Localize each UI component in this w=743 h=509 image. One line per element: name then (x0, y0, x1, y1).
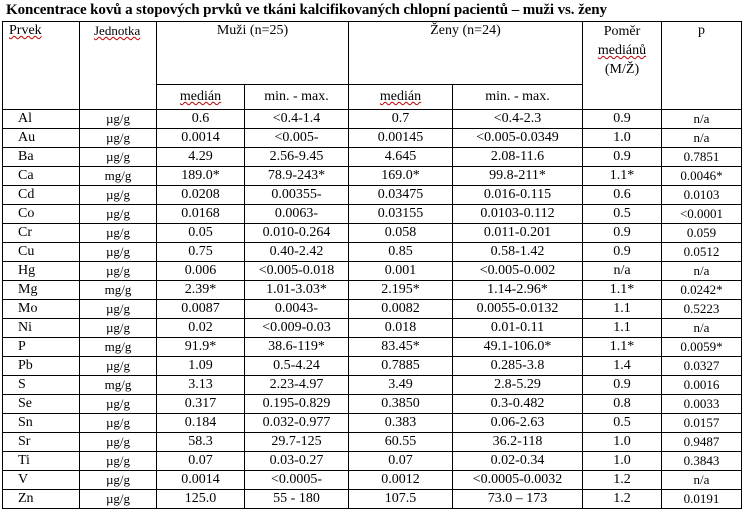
cell-unit: µg/g (80, 262, 157, 281)
cell-zeny-median: 169.0* (349, 167, 453, 186)
cell-element: Sr (3, 433, 80, 452)
cell-zeny-range: 0.0055-0.0132 (453, 300, 583, 319)
cell-muzi-range: <0.0005- (245, 471, 349, 490)
cell-zeny-median: 107.5 (349, 490, 453, 509)
cell-muzi-range: 29.7-125 (245, 433, 349, 452)
cell-zeny-range: 0.01-0.11 (453, 319, 583, 338)
cell-element: Mo (3, 300, 80, 319)
header-pomer-line2: mediánů (597, 43, 647, 58)
cell-zeny-median: 3.49 (349, 376, 453, 395)
cell-p-value: 0.0191 (662, 490, 742, 509)
cell-ratio: 0.9 (583, 110, 662, 129)
header-prvek: Prvek (3, 22, 80, 110)
cell-zeny-range: 0.3-0.482 (453, 395, 583, 414)
cell-zeny-median: 0.85 (349, 243, 453, 262)
table-row (3, 490, 742, 509)
cell-zeny-median: 0.018 (349, 319, 453, 338)
cell-ratio: 0.5 (583, 414, 662, 433)
cell-p-value: 0.0103 (662, 186, 742, 205)
cell-muzi-range: 0.00355- (245, 186, 349, 205)
cell-element: Cd (3, 186, 80, 205)
cell-zeny-median: 0.058 (349, 224, 453, 243)
table-row (3, 167, 742, 186)
cell-element: Zn (3, 490, 80, 509)
header-zeny: Ženy (n=24) (349, 22, 583, 85)
cell-zeny-median: 0.7885 (349, 357, 453, 376)
cell-p-value: 0.0327 (662, 357, 742, 376)
cell-zeny-range: 1.14-2.96* (453, 281, 583, 300)
cell-muzi-median: 2.39* (157, 281, 245, 300)
header-jednotka: Jednotka (80, 22, 157, 110)
cell-zeny-median: 0.03475 (349, 186, 453, 205)
cell-muzi-median: 91.9* (157, 338, 245, 357)
cell-muzi-range: 0.195-0.829 (245, 395, 349, 414)
cell-muzi-range: <0.009-0.03 (245, 319, 349, 338)
cell-muzi-median: 0.0014 (157, 129, 245, 148)
cell-muzi-median: 0.317 (157, 395, 245, 414)
cell-muzi-range: 1.01-3.03* (245, 281, 349, 300)
cell-ratio: 1.0 (583, 129, 662, 148)
cell-muzi-median: 0.0087 (157, 300, 245, 319)
table-body (3, 22, 742, 509)
cell-unit: µg/g (80, 490, 157, 509)
cell-element: Ba (3, 148, 80, 167)
cell-zeny-range: <0.005-0.0349 (453, 129, 583, 148)
cell-ratio: 1.2 (583, 490, 662, 509)
cell-muzi-range: 0.010-0.264 (245, 224, 349, 243)
header-pomer-line3: (M/Ž) (604, 62, 640, 77)
cell-ratio: 0.9 (583, 243, 662, 262)
header-p: p (662, 22, 742, 110)
cell-p-value: 0.0157 (662, 414, 742, 433)
cell-element: Cr (3, 224, 80, 243)
header-muzi-minmax: min. - max. (245, 85, 349, 110)
cell-p-value: 0.0512 (662, 243, 742, 262)
cell-unit: µg/g (80, 205, 157, 224)
cell-muzi-range: 0.03-0.27 (245, 452, 349, 471)
cell-zeny-median: 0.001 (349, 262, 453, 281)
cell-muzi-range: 0.40-2.42 (245, 243, 349, 262)
cell-element: Ca (3, 167, 80, 186)
cell-element: S (3, 376, 80, 395)
cell-ratio: 1.1* (583, 167, 662, 186)
cell-zeny-range: 73.0 – 173 (453, 490, 583, 509)
cell-unit: µg/g (80, 433, 157, 452)
cell-unit: µg/g (80, 186, 157, 205)
cell-zeny-range: 0.011-0.201 (453, 224, 583, 243)
header-pomer (583, 22, 662, 110)
table-row (3, 338, 742, 357)
cell-muzi-median: 1.09 (157, 357, 245, 376)
cell-muzi-median: 0.6 (157, 110, 245, 129)
cell-zeny-median: 0.7 (349, 110, 453, 129)
table-row (3, 376, 742, 395)
cell-element: Ti (3, 452, 80, 471)
cell-p-value: n/a (662, 110, 742, 129)
header-pomer-line1: Poměr (603, 24, 641, 39)
cell-zeny-median: 2.195* (349, 281, 453, 300)
header-zeny-minmax: min. - max. (453, 85, 583, 110)
cell-muzi-median: 0.0168 (157, 205, 245, 224)
cell-zeny-range: 0.285-3.8 (453, 357, 583, 376)
cell-muzi-range: <0.4-1.4 (245, 110, 349, 129)
header-zeny-median: medián (349, 85, 453, 110)
table-row (3, 148, 742, 167)
cell-unit: µg/g (80, 110, 157, 129)
cell-p-value: n/a (662, 319, 742, 338)
cell-zeny-range: 2.8-5.29 (453, 376, 583, 395)
table-row (3, 414, 742, 433)
cell-ratio: 0.9 (583, 376, 662, 395)
cell-muzi-range: 78.9-243* (245, 167, 349, 186)
cell-unit: mg/g (80, 167, 157, 186)
cell-ratio: 1.1* (583, 281, 662, 300)
cell-muzi-median: 189.0* (157, 167, 245, 186)
cell-unit: µg/g (80, 148, 157, 167)
table-title: Koncentrace kovů a stopových prvků ve tkáni kalcifikovaných chlopní pacientů – muži vs. ženy (6, 2, 607, 18)
header-muzi-median: medián (157, 85, 245, 110)
cell-unit: µg/g (80, 357, 157, 376)
cell-muzi-range: 0.5-4.24 (245, 357, 349, 376)
cell-p-value: 0.0033 (662, 395, 742, 414)
cell-unit: µg/g (80, 395, 157, 414)
table-row (3, 243, 742, 262)
data-table (2, 21, 742, 509)
cell-element: Al (3, 110, 80, 129)
cell-unit: µg/g (80, 319, 157, 338)
cell-ratio: 1.1* (583, 338, 662, 357)
cell-element: Co (3, 205, 80, 224)
cell-muzi-median: 0.02 (157, 319, 245, 338)
cell-unit: mg/g (80, 376, 157, 395)
table-row (3, 319, 742, 338)
cell-element: Hg (3, 262, 80, 281)
table-row (3, 300, 742, 319)
cell-zeny-median: 60.55 (349, 433, 453, 452)
table-row (3, 433, 742, 452)
cell-muzi-median: 0.006 (157, 262, 245, 281)
cell-element: Pb (3, 357, 80, 376)
cell-ratio: 1.2 (583, 471, 662, 490)
cell-element: Ni (3, 319, 80, 338)
cell-zeny-median: 83.45* (349, 338, 453, 357)
table-row (3, 357, 742, 376)
cell-ratio: 0.6 (583, 186, 662, 205)
table-row (3, 205, 742, 224)
cell-muzi-median: 58.3 (157, 433, 245, 452)
cell-unit: µg/g (80, 224, 157, 243)
cell-p-value: n/a (662, 129, 742, 148)
table-row (3, 452, 742, 471)
cell-ratio: n/a (583, 262, 662, 281)
cell-p-value: 0.7851 (662, 148, 742, 167)
cell-zeny-median: 0.0012 (349, 471, 453, 490)
cell-zeny-median: 0.00145 (349, 129, 453, 148)
cell-ratio: 1.1 (583, 319, 662, 338)
cell-unit: µg/g (80, 414, 157, 433)
cell-zeny-range: 36.2-118 (453, 433, 583, 452)
cell-zeny-range: 49.1-106.0* (453, 338, 583, 357)
cell-muzi-median: 0.05 (157, 224, 245, 243)
cell-zeny-range: <0.0005-0.0032 (453, 471, 583, 490)
header-row (3, 22, 742, 85)
cell-unit: µg/g (80, 471, 157, 490)
cell-unit: mg/g (80, 338, 157, 357)
cell-ratio: 0.5 (583, 205, 662, 224)
table-row (3, 110, 742, 129)
cell-zeny-median: 0.03155 (349, 205, 453, 224)
cell-zeny-median: 4.645 (349, 148, 453, 167)
cell-zeny-range: 0.02-0.34 (453, 452, 583, 471)
cell-zeny-range: 99.8-211* (453, 167, 583, 186)
cell-ratio: 1.0 (583, 452, 662, 471)
cell-element: Sn (3, 414, 80, 433)
cell-unit: µg/g (80, 243, 157, 262)
cell-muzi-range: 0.0043- (245, 300, 349, 319)
cell-p-value: 0.9487 (662, 433, 742, 452)
cell-unit: µg/g (80, 300, 157, 319)
cell-zeny-range: 0.06-2.63 (453, 414, 583, 433)
cell-ratio: 1.0 (583, 433, 662, 452)
table-row (3, 281, 742, 300)
cell-unit: µg/g (80, 129, 157, 148)
cell-element: P (3, 338, 80, 357)
cell-zeny-range: <0.005-0.002 (453, 262, 583, 281)
cell-unit: µg/g (80, 452, 157, 471)
cell-muzi-range: 55 - 180 (245, 490, 349, 509)
cell-muzi-range: 2.56-9.45 (245, 148, 349, 167)
cell-p-value: 0.059 (662, 224, 742, 243)
cell-ratio: 0.9 (583, 224, 662, 243)
table-row (3, 471, 742, 490)
cell-zeny-median: 0.07 (349, 452, 453, 471)
header-muzi: Muži (n=25) (157, 22, 349, 85)
cell-muzi-median: 4.29 (157, 148, 245, 167)
cell-muzi-range: 38.6-119* (245, 338, 349, 357)
cell-zeny-range: 0.016-0.115 (453, 186, 583, 205)
cell-muzi-median: 0.184 (157, 414, 245, 433)
cell-ratio: 1.4 (583, 357, 662, 376)
cell-muzi-median: 0.07 (157, 452, 245, 471)
cell-p-value: n/a (662, 262, 742, 281)
cell-p-value: 0.0242* (662, 281, 742, 300)
cell-element: Se (3, 395, 80, 414)
table-row (3, 262, 742, 281)
cell-p-value: n/a (662, 471, 742, 490)
cell-muzi-range: 0.0063- (245, 205, 349, 224)
cell-muzi-median: 0.0208 (157, 186, 245, 205)
table-row (3, 395, 742, 414)
cell-ratio: 0.8 (583, 395, 662, 414)
cell-muzi-range: 2.23-4.97 (245, 376, 349, 395)
cell-zeny-range: 0.0103-0.112 (453, 205, 583, 224)
cell-p-value: 0.0016 (662, 376, 742, 395)
cell-p-value: 0.0059* (662, 338, 742, 357)
cell-ratio: 0.9 (583, 148, 662, 167)
cell-element: Au (3, 129, 80, 148)
table-row (3, 186, 742, 205)
cell-muzi-range: <0.005- (245, 129, 349, 148)
table-row (3, 224, 742, 243)
cell-zeny-median: 0.383 (349, 414, 453, 433)
cell-zeny-range: 0.58-1.42 (453, 243, 583, 262)
cell-element: Cu (3, 243, 80, 262)
cell-p-value: 0.3843 (662, 452, 742, 471)
cell-zeny-range: 2.08-11.6 (453, 148, 583, 167)
cell-element: Mg (3, 281, 80, 300)
cell-muzi-median: 0.75 (157, 243, 245, 262)
cell-zeny-median: 0.0082 (349, 300, 453, 319)
table-row (3, 129, 742, 148)
cell-p-value: 0.0046* (662, 167, 742, 186)
cell-unit: mg/g (80, 281, 157, 300)
cell-p-value: <0.0001 (662, 205, 742, 224)
cell-muzi-range: <0.005-0.018 (245, 262, 349, 281)
cell-muzi-median: 125.0 (157, 490, 245, 509)
cell-zeny-median: 0.3850 (349, 395, 453, 414)
cell-element: V (3, 471, 80, 490)
cell-muzi-range: 0.032-0.977 (245, 414, 349, 433)
cell-p-value: 0.5223 (662, 300, 742, 319)
cell-ratio: 1.1 (583, 300, 662, 319)
cell-zeny-range: <0.4-2.3 (453, 110, 583, 129)
cell-muzi-median: 0.0014 (157, 471, 245, 490)
cell-muzi-median: 3.13 (157, 376, 245, 395)
